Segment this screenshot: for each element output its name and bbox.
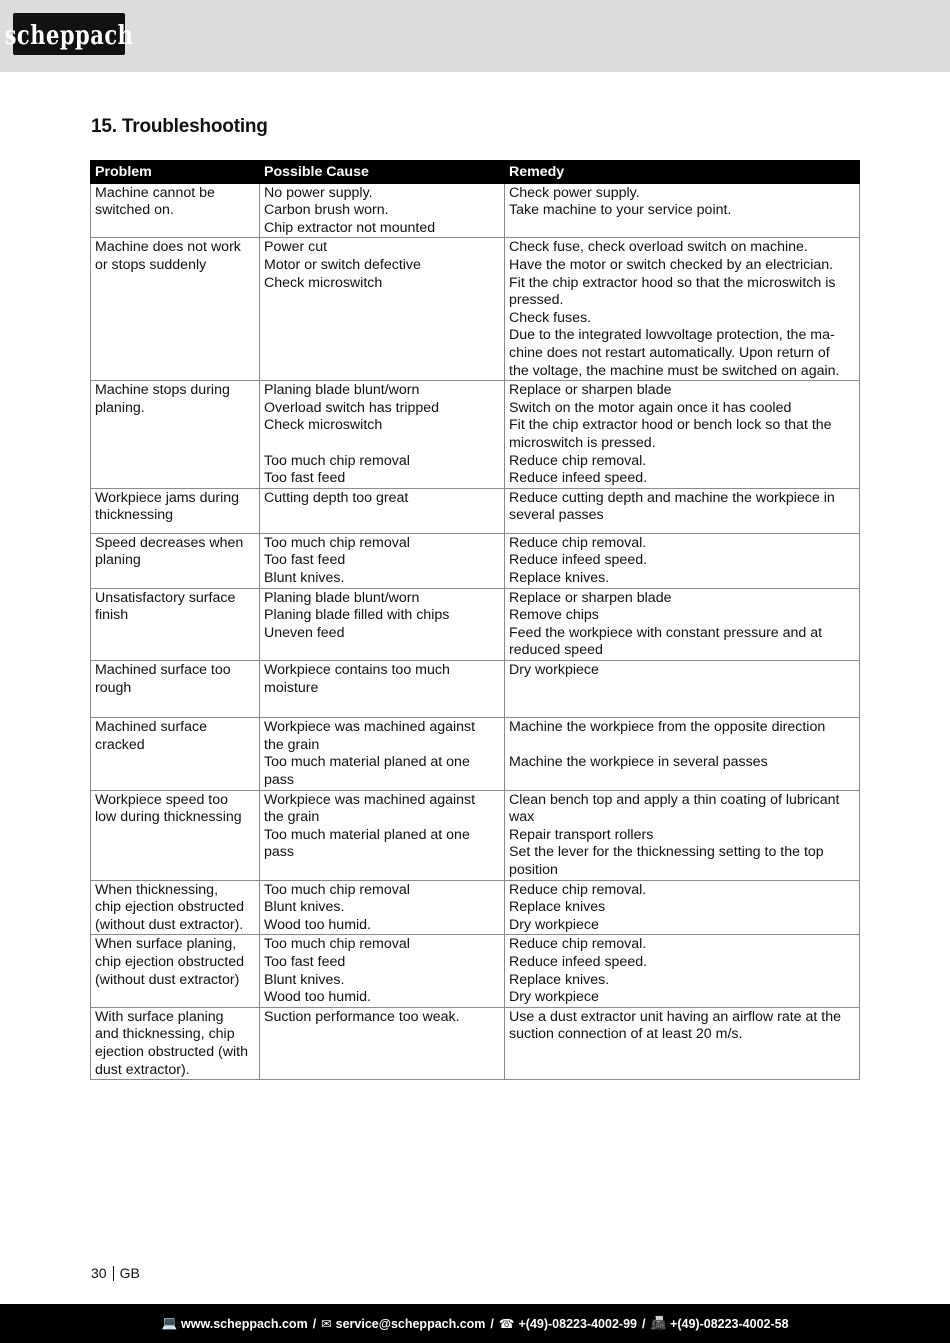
footer-separator: / [490,1316,494,1331]
footer-bar [0,1304,950,1343]
cell-line: or stops suddenly [95,256,207,273]
cell-line: Check microswitch [264,417,383,434]
cell-line: Workpiece was machined against [264,719,476,736]
cell-line: pressed. [509,292,564,309]
cell-line: With surface planing [95,1008,224,1025]
cell-line: Take machine to your service point. [509,202,732,219]
cell-line: Cutting depth too great [264,489,409,506]
cell-line: Uneven feed [264,624,345,641]
cell-line: Replace or sharpen blade [509,382,672,399]
page-number: 30 [91,1265,107,1281]
cell-line: Too much chip removal [264,936,410,953]
table-row [91,661,860,718]
cell-line: Power cut [264,239,328,256]
cell-line: Check fuses. [509,309,592,326]
header-bar [0,0,950,72]
cell-line: wax [509,809,535,826]
cell-line: planing. [95,399,145,416]
cell-line: Workpiece was machined against [264,791,476,808]
cell-line: Blunt knives. [264,899,345,916]
footer-fax: +(49)-08223-4002-58 [670,1316,789,1331]
problem-cell [91,533,260,588]
cell-line: Carbon brush worn. [264,202,389,219]
cell-line: Repair transport rollers [509,826,654,843]
cause-cell [260,381,505,489]
cell-line: Too much chip removal [264,452,410,469]
cell-line: Blunt knives. [264,971,345,988]
cell-line: Reduce chip removal. [509,936,647,953]
problem-cell [91,1007,260,1079]
cell-line: Too much chip removal [264,881,410,898]
cell-line: Replace or sharpen blade [509,589,672,606]
cause-cell [260,533,505,588]
footer-email[interactable]: service@scheppach.com [335,1316,486,1331]
cell-line: Too fast feed [264,552,346,569]
cell-line: (without dust extractor). [95,916,244,933]
cell-line: rough [95,679,132,696]
table-row [91,790,860,880]
cause-cell [260,238,505,381]
problem-cell [91,588,260,660]
cell-line: suction connection of at least 20 m/s. [509,1026,743,1043]
footer-phone: +(49)-08223-4002-99 [518,1316,637,1331]
table-row [91,880,860,935]
table-body [91,183,860,1080]
remedy-cell [505,880,860,935]
table-row [91,588,860,660]
cell-line: Feed the workpiece with constant pressure and at [509,624,823,641]
cell-line: thicknessing [95,507,174,524]
cell-line: Check fuse, check overload switch on machine. [509,239,808,256]
header-remedy: Remedy [505,161,860,184]
remedy-cell [505,718,860,790]
cell-line: several passes [509,507,604,524]
cell-line: When thicknessing, [95,881,219,898]
table-row [91,488,860,533]
cell-line: Switch on the motor again once it has cooled [509,399,792,416]
cell-line: Suction performance too weak. [264,1008,460,1025]
table-row [91,718,860,790]
cell-line: Planing blade blunt/worn [264,382,420,399]
cell-line: Too fast feed [264,953,346,970]
page-title: 15. Troubleshooting [91,116,268,137]
cell-line: Machine the workpiece in several passes [509,754,768,771]
cell-line: Machine does not work [95,239,241,256]
cell-line: Planing blade filled with chips [264,607,450,624]
cell-line: pass [264,772,294,788]
cell-line: low during thicknessing [95,809,242,826]
cell-line: Due to the integrated lowvoltage protection, the ma- [509,327,835,344]
cell-line: dust extractor). [95,1061,190,1078]
cell-line: reduced speed [509,642,603,659]
cell-line [264,435,500,453]
cell-line: Reduce infeed speed. [509,953,648,970]
cell-line: chine does not restart automatically. Upon return of [509,344,830,361]
cell-line: Remove chips [509,607,599,624]
cause-cell [260,880,505,935]
cell-line: Machine cannot be [95,184,215,201]
remedy-cell [505,381,860,489]
cause-cell [260,661,505,718]
cell-line: pass [264,844,294,861]
cell-line: Speed decreases when [95,534,244,551]
remedy-cell [505,238,860,381]
problem-cell [91,880,260,935]
cell-line: Replace knives [509,899,606,916]
computer-icon: 💻 [161,1316,178,1330]
remedy-cell [505,1007,860,1079]
cell-line: Reduce chip removal. [509,534,647,551]
cell-line: Reduce cutting depth and machine the workpiece in [509,489,835,506]
cell-line: Machined surface [95,719,207,736]
cell-line: the grain [264,736,320,753]
cell-line: Reduce infeed speed. [509,470,648,487]
table-row [91,935,860,1007]
cell-line: Reduce chip removal. [509,881,647,898]
header-possible-cause: Possible Cause [260,161,505,184]
table-row [91,533,860,588]
cell-line: Check power supply. [509,184,640,201]
cell-line: Too much material planed at one [264,826,470,843]
phone-icon: ☎ [498,1317,515,1331]
cell-line: Unsatisfactory surface [95,589,236,606]
cell-line: Wood too humid. [264,989,371,1006]
page-number-divider [113,1266,114,1281]
cause-cell [260,588,505,660]
cell-line: Clean bench top and apply a thin coating of lubricant [509,791,840,808]
problem-cell [91,381,260,489]
cell-line: ejection obstructed (with [95,1043,248,1060]
cell-line: Planing blade blunt/worn [264,589,420,606]
cause-cell [260,488,505,533]
cause-cell [260,935,505,1007]
cell-line: the voltage, the machine must be switched on again. [509,362,840,379]
cell-line: Too fast feed [264,470,346,487]
remedy-cell [505,661,860,718]
cell-line: Replace knives. [509,570,610,587]
table-row [91,238,860,381]
email-icon: ✉ [321,1317,332,1331]
cell-line: the grain [264,809,320,826]
cause-cell [260,790,505,880]
cell-line: Chip extractor not mounted [264,219,436,236]
page-number-block [91,1265,140,1281]
remedy-cell [505,935,860,1007]
cell-line: chip ejection obstructed [95,899,245,916]
fax-icon: 📠 [650,1316,667,1330]
cell-line: Blunt knives. [264,570,345,587]
cell-line: microswitch is pressed. [509,434,656,451]
cause-cell [260,1007,505,1079]
cell-line: and thicknessing, chip [95,1026,235,1043]
remedy-cell [505,790,860,880]
cell-line: When surface planing, [95,936,237,953]
logo-text: scheppach [4,18,134,50]
remedy-cell [505,488,860,533]
cell-line [509,737,855,755]
cell-line: Dry workpiece [509,989,599,1006]
cell-line: Workpiece jams during [95,489,240,506]
cell-line: Wood too humid. [264,916,371,933]
header-problem: Problem [91,161,260,184]
cell-line: planing [95,552,141,569]
cell-line: Workpiece speed too [95,791,229,808]
cell-line: Check microswitch [264,274,383,291]
cell-line: Dry workpiece [509,662,599,679]
problem-cell [91,718,260,790]
cell-line: Set the lever for the thicknessing setting to the top [509,844,824,861]
cell-line: chip ejection obstructed [95,953,245,970]
footer-separator: / [312,1316,317,1331]
cause-cell [260,183,505,238]
cell-line: switched on. [95,202,174,219]
cell-line: Dry workpiece [509,916,599,933]
problem-cell [91,661,260,718]
cell-line: finish [95,607,129,624]
cell-line: Fit the chip extractor hood or bench lock so that the [509,417,832,434]
cell-line: Machine stops during [95,382,230,399]
remedy-cell [505,588,860,660]
cell-line: No power supply. [264,184,373,201]
problem-cell [91,488,260,533]
cause-cell [260,718,505,790]
problem-cell [91,935,260,1007]
cell-line: Reduce infeed speed. [509,552,648,569]
cell-line: (without dust extractor) [95,971,240,988]
footer-website[interactable]: www.scheppach.com [181,1316,308,1331]
cell-line: Replace knives. [509,971,610,988]
cell-line: Use a dust extractor unit having an airflow rate at the [509,1008,842,1025]
cell-line: Machine the workpiece from the opposite direction [509,719,826,736]
cell-line: Machined surface too [95,662,231,679]
problem-cell [91,238,260,381]
table-row [91,183,860,238]
language-code: GB [119,1265,140,1281]
remedy-cell [505,183,860,238]
cell-line: cracked [95,736,145,753]
problem-cell [91,790,260,880]
cell-line: position [509,861,558,878]
cell-line: Fit the chip extractor hood so that the microswitch is [509,274,836,291]
problem-cell [91,183,260,238]
table-row [91,1007,860,1079]
cell-line: Overload switch has tripped [264,399,440,416]
remedy-cell [505,533,860,588]
cell-line: Reduce chip removal. [509,452,647,469]
cell-line: Too much chip removal [264,534,410,551]
table-row [91,381,860,489]
cell-line: Motor or switch defective [264,256,421,273]
cell-line: Have the motor or switch checked by an electrician. [509,256,834,273]
table-header-row [91,161,860,184]
cell-line: moisture [264,679,319,696]
footer-separator: / [641,1316,646,1331]
troubleshooting-table [90,160,860,1080]
cell-line: Too much material planed at one [264,754,470,771]
brand-logo[interactable] [4,13,134,55]
cell-line: Workpiece contains too much [264,662,450,679]
